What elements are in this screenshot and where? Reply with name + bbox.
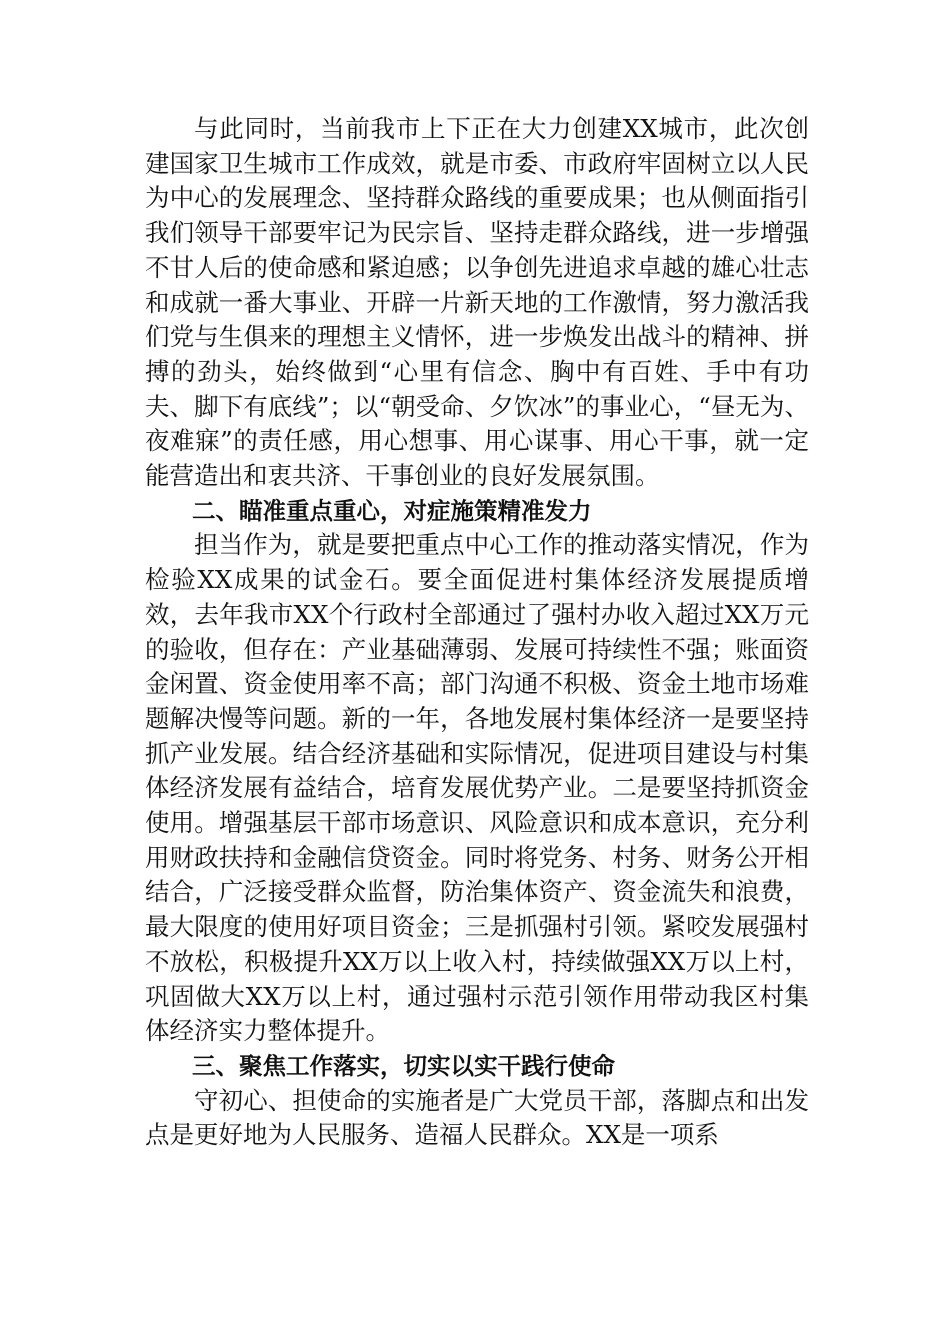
paragraph-city-creation: 与此同时，当前我市上下正在大力创建XX城市，此次创建国家卫生城市工作成效，就是市委、市政府牢固树立以人民为中心的发展理念、坚持群众路线的重要成果；也从侧面指引我们领导干部要牢记为民宗旨、坚持走群众路线，进一步增强不甘人后的使命感和紧迫感；以争创先进追求卓越的雄心壮志和成就一番大事业、开辟一片新天地的工作激情，努力激活我们党与生俱来的理想主义情怀，进一步焕发出战斗的精神、拼搏的劲头，始终做到“心里有信念、胸中有百姓、手中有功夫、脚下有底线”；以“朝受命、夕饮冰”的事业心，“昼无为、夜难寐”的责任感，用心想事、用心谋事、用心干事，就一定能营造出和衷共济、干事创业的良好发展氛围。 [145, 114, 809, 491]
document-body [145, 112, 809, 1153]
section-heading-3: 三、聚焦工作落实，切实以实干践行使命 [192, 1051, 615, 1080]
paragraph-party-cadres: 守初心、担使命的实施者是广大党员干部，落脚点和出发点是更好地为人民服务、造福人民群众。XX是一项系 [145, 1085, 809, 1150]
paragraph-village-economy: 担当作为，就是要把重点中心工作的推动落实情况，作为检验XX成果的试金石。要全面促进村集体经济发展提质增效，去年我市XX个行政村全部通过了强村办收入超过XX万元的验收，但存在：产业基础薄弱、发展可持续性不强；账面资金闲置、资金使用率不高；部门沟通不积极、资金土地市场难题解决慢等问题。新的一年，各地发展村集体经济一是要坚持抓产业发展。结合经济基础和实际情况，促进项目建设与村集体经济发展有益结合，培育发展优势产业。二是要坚持抓资金使用。增强基层干部市场意识、风险意识和成本意识，充分利用财政扶持和金融信贷资金。同时将党务、村务、财务公开相结合，广泛接受群众监督，防治集体资产、资金流失和浪费，最大限度的使用好项目资金；三是抓强村引领。紧咬发展强村不放松，积极提升XX万以上收入村，持续做强XX万以上村，巩固做大XX万以上村，通过强村示范引领作用带动我区村集体经济实力整体提升。 [145, 530, 809, 1046]
section-heading-2: 二、瞄准重点重心，对症施策精准发力 [192, 496, 592, 525]
